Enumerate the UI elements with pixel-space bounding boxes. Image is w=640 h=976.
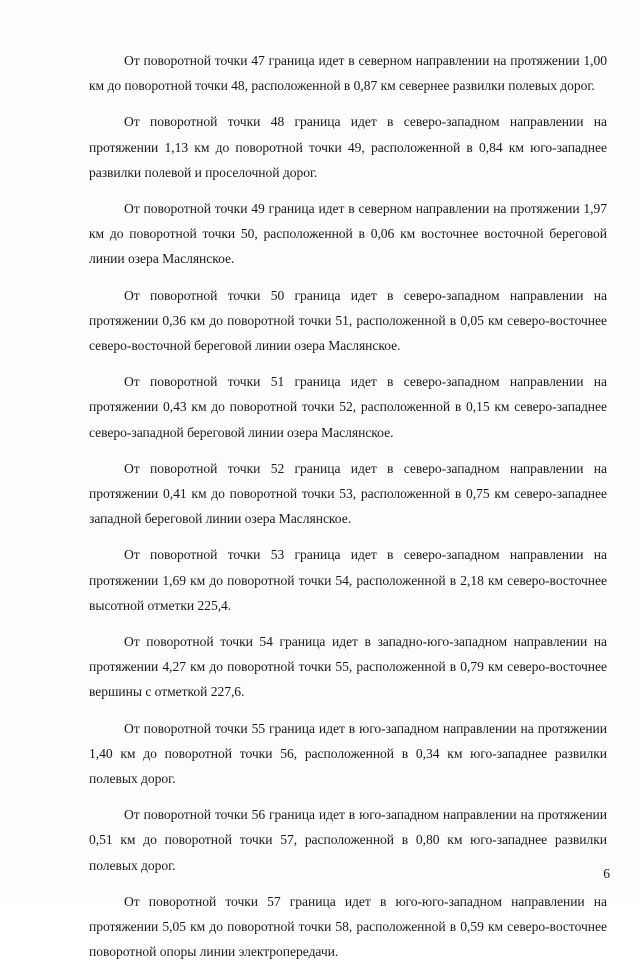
document-body xyxy=(89,48,607,976)
paragraph-point-57: От поворотной точки 57 граница идет в юго-юго-западном направлении на протяжении 5,05 км до поворотной точки 58, расположенной в 0,59 км северо-восточнее поворотной опоры линии электропередачи. xyxy=(89,893,607,960)
page-number: 6 xyxy=(603,866,610,881)
paragraph-point-54: От поворотной точки 54 граница идет в западно-юго-западном направлении на протяжении 4,27 км до поворотной точки 55, расположенной в 0,79 км северо-восточнее вершины с отметкой 227,6. xyxy=(89,634,607,700)
paragraph-point-48: От поворотной точки 48 граница идет в северо-западном направлении на протяжении 1,13 км до поворотной точки 49, расположенной в 0,84 км юго-западнее развилки полевой и проселочной дорог. xyxy=(89,114,607,180)
paragraph-point-53: От поворотной точки 53 граница идет в северо-западном направлении на протяжении 1,69 км до поворотной точки 54, расположенной в 2,18 км северо-восточнее высотной отметки 225,4. xyxy=(89,547,607,613)
paragraph-point-49: От поворотной точки 49 граница идет в северном направлении на протяжении 1,97 км до поворотной точки 50, расположенной в 0,06 км восточнее восточной береговой линии озера Маслянское. xyxy=(89,201,607,267)
paragraph-point-51: От поворотной точки 51 граница идет в северо-западном направлении на протяжении 0,43 км до поворотной точки 52, расположенной в 0,15 км северо-западнее северо-западной береговой линии озера Маслянское. xyxy=(89,374,607,440)
paragraph-point-55: От поворотной точки 55 граница идет в юго-западном направлении на протяжении 1,40 км до поворотной точки 56, расположенной в 0,34 км юго-западнее развилки полевых дорог. xyxy=(89,720,607,787)
paragraph-point-52: От поворотной точки 52 граница идет в северо-западном направлении на протяжении 0,41 км до поворотной точки 53, расположенной в 0,75 км северо-западнее западной береговой линии озера Маслянское. xyxy=(89,460,607,527)
paragraph-point-50: От поворотной точки 50 граница идет в северо-западном направлении на протяжении 0,36 км до поворотной точки 51, расположенной в 0,05 км северо-восточнее северо-восточной береговой линии озера Маслянское. xyxy=(89,287,607,354)
paragraph-point-56: От поворотной точки 56 граница идет в юго-западном направлении на протяжении 0,51 км до поворотной точки 57, расположенной в 0,80 км юго-западнее развилки полевых дорог. xyxy=(89,807,607,873)
paragraph-point-47: От поворотной точки 47 граница идет в северном направлении на протяжении 1,00 км до поворотной точки 48, расположенной в 0,87 км севернее развилки полевых дорог. xyxy=(89,53,607,94)
